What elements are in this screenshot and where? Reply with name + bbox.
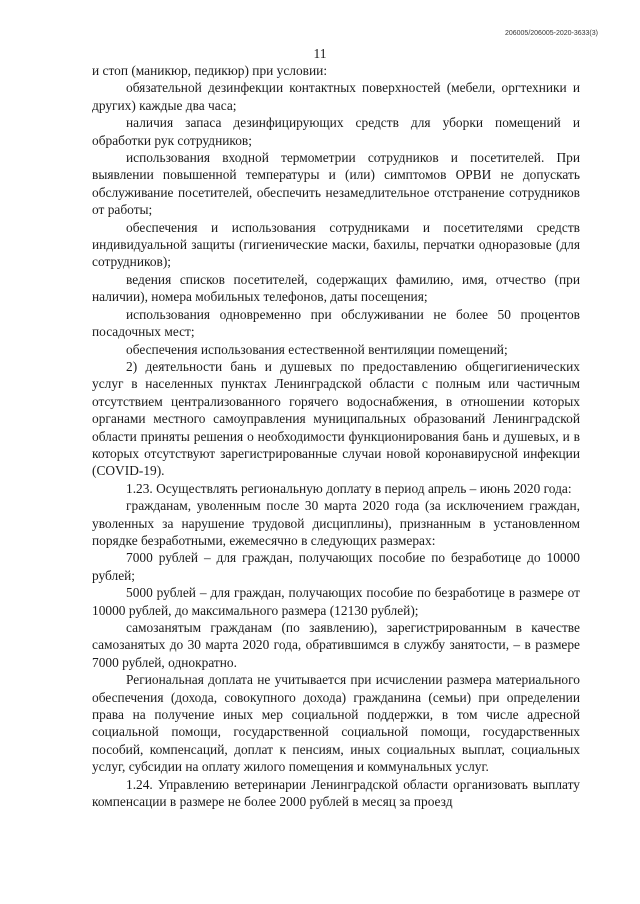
- paragraph: ведения списков посетителей, содержащих фамилию, имя, отчество (при наличии), номера мобильных телефонов, даты посещения;: [92, 271, 580, 305]
- paragraph: наличия запаса дезинфицирующих средств для уборки помещений и обработки рук сотрудников;: [92, 115, 580, 148]
- document-id: 206005/206005-2020-3633(3): [504, 30, 598, 37]
- paragraph: обеспечения и использования сотрудниками и посетителями средств индивидуальной защиты (гигиенические маски, бахилы, перчатки одноразовые (для сотрудников);: [92, 219, 580, 270]
- paragraph: использования входной термометрии сотрудников и посетителей. При выявлении повышенной температуры и (или) симптомов ОРВИ не допускать обслуживание посетителей, обеспечить незамедлительное отстранение сотрудников от работы;: [92, 150, 580, 218]
- paragraph: самозанятым гражданам (по заявлению), зарегистрированным в качестве самозанятых до 30 марта 2020 года, обратившимся в службу занятости, – в размере 7000 рублей, однократно.: [92, 620, 580, 670]
- paragraph: 2) деятельности бань и душевых по предоставлению общегигиенических услуг в населенных пунктах Ленинградской области с полным или частичным отсутствием централизованного горячего водоснабжения, в отношении которых органами местного самоуправления муниципальных образований Ленинградской области приняты решения о необходимости функционирования бань и душевых, и в которых отсутствуют зарегистрированные случаи новой коронавирусной инфекции (COVID-19).: [92, 358, 580, 479]
- paragraph: обеспечения использования естественной вентиляции помещений;: [126, 341, 508, 357]
- paragraph: Региональная доплата не учитывается при исчислении размера материального обеспечения (дохода, совокупного дохода) гражданина (семьи) при определении права на получение иных мер социальной поддержки, в том числе адресной социальной помощи, государственной социальной помощи, государственных пособий, компенсаций, доплат к пенсиям, иных социальных выплат, социальных услуг, субсидии на оплату жилого помещения и коммунальных услуг.: [92, 672, 580, 775]
- paragraph: гражданам, уволенным после 30 марта 2020 года (за исключением граждан, уволенных за нарушение трудовой дисциплины), признанным в установленном порядке безработными, ежемесячно в следующих размерах:: [92, 498, 580, 548]
- paragraph: 1.23. Осуществлять региональную доплату в период апрель – июнь 2020 года:: [126, 480, 572, 496]
- paragraph: 5000 рублей – для граждан, получающих пособие по безработице в размере от 10000 рублей, до максимального размера (12130 рублей);: [92, 585, 580, 618]
- paragraph: и стоп (маникюр, педикюр) при условии:: [92, 63, 328, 78]
- paragraph: использования одновременно при обслуживании не более 50 процентов посадочных мест;: [92, 306, 580, 340]
- page-number: 11: [313, 46, 327, 61]
- paragraph: 1.24. Управлению ветеринарии Ленинградской области организовать выплату компенсации в размере не более 2000 рублей в месяц за проезд: [92, 776, 580, 810]
- paragraph: обязательной дезинфекции контактных поверхностей (мебели, оргтехники и других) каждые два часа;: [92, 80, 580, 113]
- paragraph: 7000 рублей – для граждан, получающих пособие по безработице до 10000 рублей;: [92, 550, 580, 583]
- document-body: [92, 62, 580, 810]
